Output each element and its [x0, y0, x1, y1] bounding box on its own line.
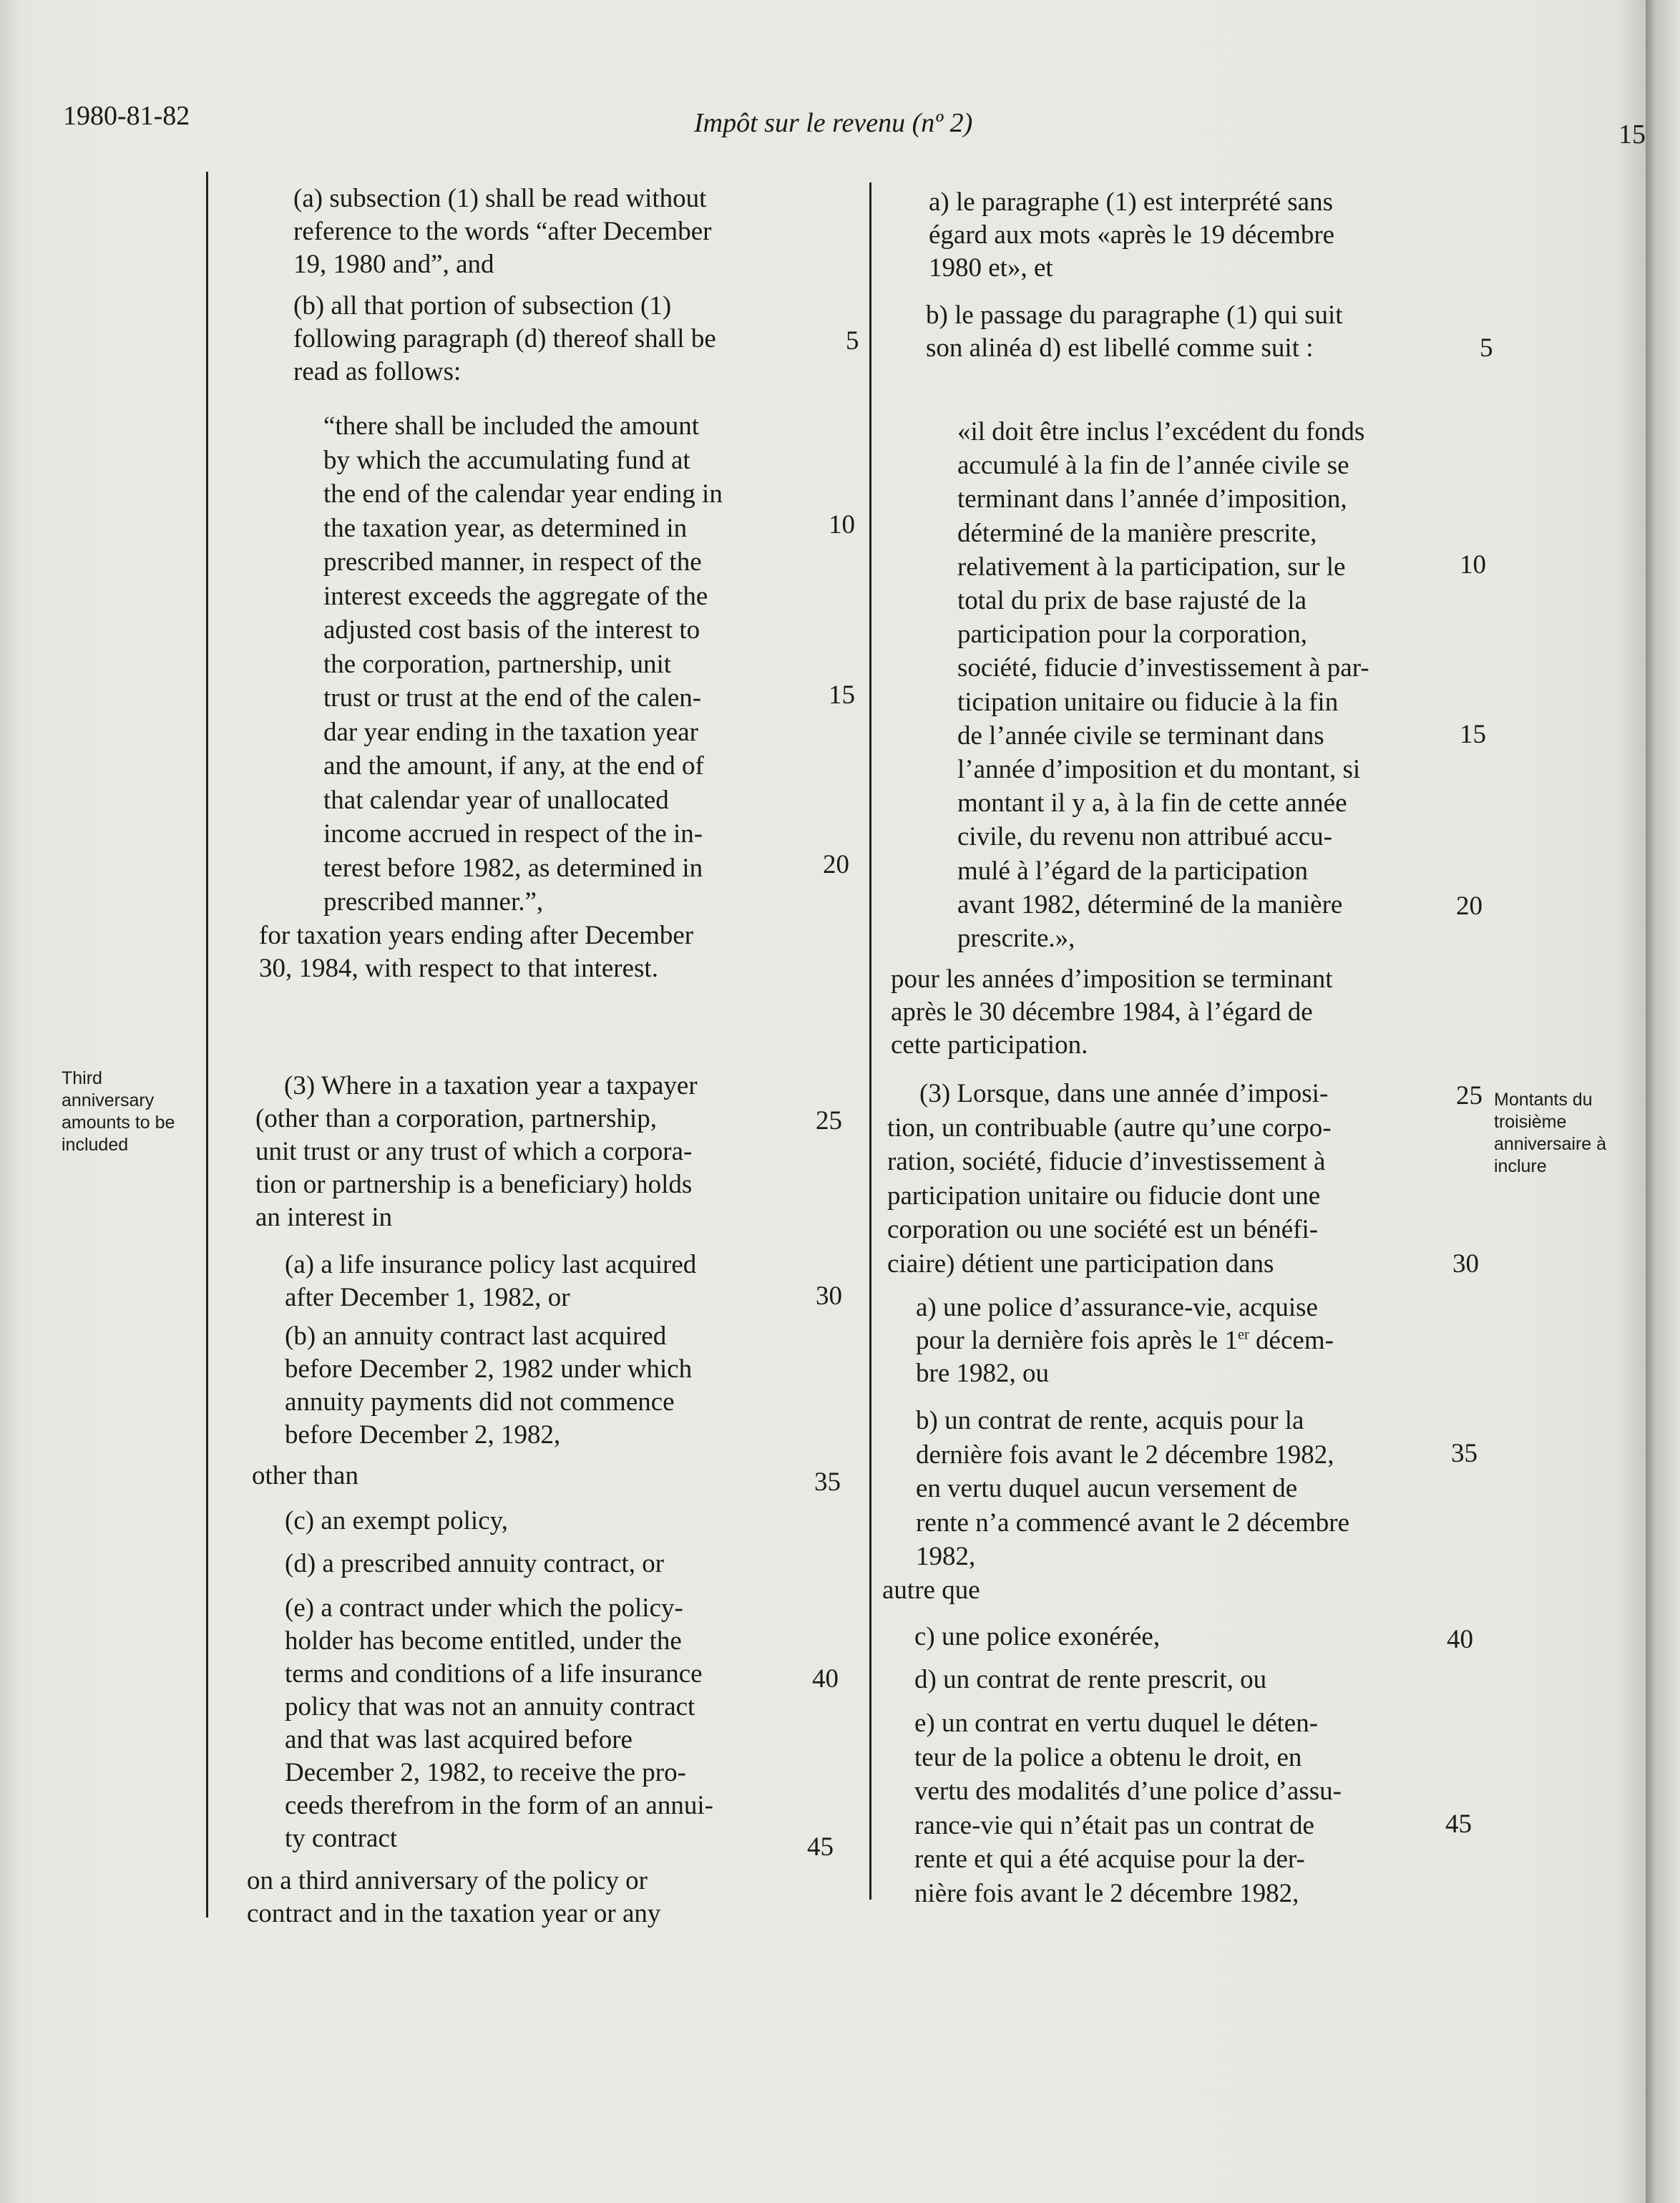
english-other-than: other than	[252, 1461, 358, 1490]
english-subsection-3: (3) Where in a taxation year a taxpayer (other than a corporation, partnership, unit trust or any trust of which a corpora- tion or partnership is a beneficiary) holds an interest in	[255, 1071, 698, 1232]
english-line-number: 10	[829, 510, 855, 539]
french-quoted-text: «il doit être inclus l’excédent du fonds accumulé à la fin de l’année civile se terminant dans l’année d’imposition, déterminé de la manière prescrite, relativement à la participation, sur le total du prix de base rajusté de la participation pour la corporation, société, fiducie d’investissement à par- ticipation unitaire ou fiducie à la fin de l’année civile se terminant dans l’année d’imposition et du montant, si montant il y a, à la fin de cette année civile, du revenu non attribué accu- mulé à l’égard de la participation avant 1982, déterminé de la manière prescrite.»,	[957, 417, 1369, 954]
english-line-number: 5	[846, 326, 859, 356]
french-other-than: autre que	[882, 1576, 980, 1605]
english-para-b: (b) all that portion of subsection (1) following paragraph (d) thereof shall be read as follows:	[293, 291, 716, 386]
english-para-3a: (a) a life insurance policy last acquired after December 1, 1982, or	[285, 1250, 697, 1312]
english-para-3b: (b) an annuity contract last acquired before December 2, 1982 under which annuity payments did not commence before December 2, 1982,	[285, 1322, 693, 1450]
french-line-number: 40	[1447, 1625, 1473, 1654]
french-line-number: 20	[1456, 892, 1483, 921]
french-para-a: a) le paragraphe (1) est interprété sans égard aux mots «après le 19 décembre 1980 et», et	[929, 187, 1335, 283]
french-line-number: 25	[1456, 1081, 1483, 1110]
english-line-number: 45	[807, 1832, 834, 1862]
english-para-a: (a) subsection (1) shall be read without reference to the words “after December 19, 1980 and”, and	[293, 184, 712, 279]
english-line-number: 25	[816, 1106, 842, 1135]
page-number: 15	[1618, 119, 1646, 150]
session-year: 1980-81-82	[63, 101, 190, 131]
french-line-number: 45	[1445, 1809, 1472, 1839]
english-line-number: 35	[814, 1467, 841, 1497]
french-para-3d: d) un contrat de rente prescrit, ou	[914, 1665, 1267, 1694]
french-subsection-3: (3) Lorsque, dans une année d’imposi- tion, un contribuable (autre qu’une corpo- ration, société, fiducie d’investissement à participation unitaire ou fiducie dont une corporation ou une société est un bénéfi- ciaire) détient une participation dans	[887, 1079, 1332, 1279]
french-para-b: b) le passage du paragraphe (1) qui suit son alinéa d) est libellé comme suit :	[926, 301, 1343, 363]
french-line-number: 15	[1460, 720, 1486, 749]
english-para-3e: (e) a contract under which the policy- holder has become entitled, under the terms and conditions of a life insurance policy that was not an annuity contract and that was last acquired before December 2, 1982, to receive the pro- ceeds therefrom in the form of an annui- ty contract	[285, 1593, 713, 1853]
french-closing-words: pour les années d’imposition se terminant après le 30 décembre 1984, à l’égard de cette participation.	[891, 964, 1333, 1060]
french-line-number: 5	[1480, 333, 1493, 363]
english-para-3c: (c) an exempt policy,	[285, 1506, 508, 1535]
french-line-number: 10	[1460, 550, 1486, 580]
english-quoted-text: “there shall be included the amount by which the accumulating fund at the end of the calendar year ending in the taxation year, as determined in prescribed manner, in respect of the interest exceeds the aggregate of the adjusted cost basis of the interest to the corporation, partnership, unit trust or trust at the end of the calen- dar year ending in the taxation year and the amount, if any, at the end of that calendar year of unallocated income accrued in respect of the in- terest before 1982, as determined in prescribed manner.”,	[323, 411, 723, 917]
column-divider	[869, 182, 871, 1900]
french-line-number: 30	[1452, 1249, 1479, 1279]
french-line-number: 35	[1451, 1439, 1478, 1468]
french-para-3a: a) une police d’assurance-vie, acquise pour la dernière fois après le 1er décem- bre 1982, ou	[916, 1293, 1334, 1388]
french-para-3e: e) un contrat en vertu duquel le déten- teur de la police a obtenu le droit, en vertu des modalités d’une police d’assu- rance-vie qui n’était pas un contrat de rente et qui a été acquise pour la der- nière fois avant le 2 décembre 1982,	[914, 1709, 1342, 1908]
english-para-3d: (d) a prescribed annuity contract, or	[285, 1549, 665, 1578]
left-change-bar	[206, 172, 208, 1918]
english-margin-note: Third anniversary amounts to be included	[62, 1068, 175, 1155]
english-closing-words: for taxation years ending after December 30, 1984, with respect to that interest.	[259, 921, 694, 983]
french-para-3b: b) un contrat de rente, acquis pour la dernière fois avant le 2 décembre 1982, en vertu duquel aucun versement de rente n’a commencé avant le 2 décembre 1982,	[916, 1406, 1350, 1571]
page-edge-shadow	[1646, 0, 1680, 2203]
english-final-lines: on a third anniversary of the policy or contract and in the taxation year or any	[247, 1866, 661, 1928]
french-margin-note: Montants du troisième anniversaire à inclure	[1494, 1090, 1607, 1176]
english-line-number: 40	[812, 1664, 839, 1694]
running-title: Impôt sur le revenu (nº 2)	[694, 108, 973, 138]
english-line-number: 30	[816, 1281, 842, 1311]
english-line-number: 15	[829, 680, 855, 710]
english-line-number: 20	[823, 850, 849, 879]
french-para-3c: c) une police exonérée,	[914, 1622, 1161, 1651]
